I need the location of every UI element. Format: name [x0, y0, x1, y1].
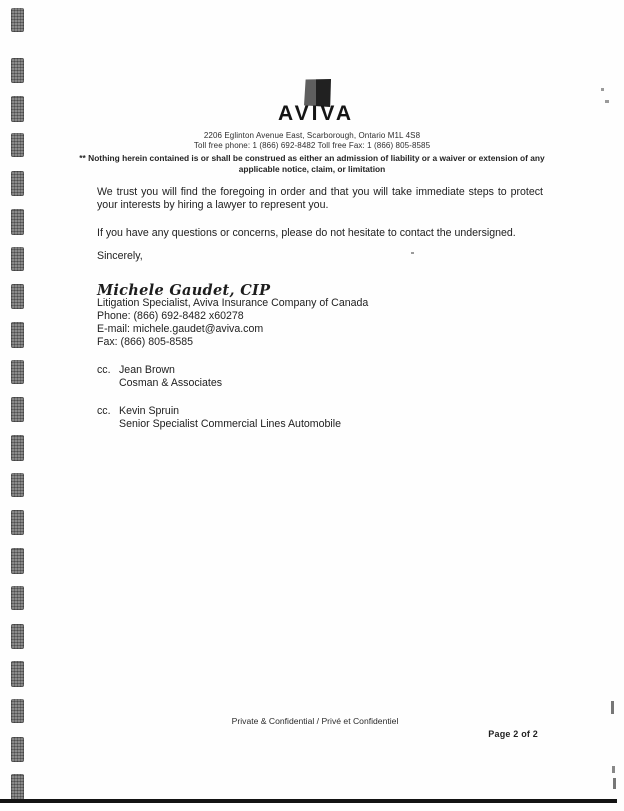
binding-mark: [11, 171, 24, 196]
scan-speck: [411, 252, 414, 254]
signer-title: Litigation Specialist, Aviva Insurance Company of Canada: [97, 297, 369, 309]
binding-mark: [11, 510, 24, 535]
paragraph-questions: If you have any questions or concerns, please do not hesitate to contact the undersigned.: [97, 227, 516, 239]
binding-mark: [11, 435, 24, 461]
scan-speck: [605, 100, 609, 103]
binding-mark: [11, 209, 24, 235]
binding-mark: [11, 284, 24, 309]
signer-email: E-mail: michele.gaudet@aviva.com: [97, 323, 264, 335]
cc-organization: Senior Specialist Commercial Lines Automobile: [119, 418, 341, 430]
cc-organization: Cosman & Associates: [119, 377, 223, 389]
letter-body: [97, 186, 543, 431]
footer-page-number: Page 2 of 2: [488, 729, 538, 739]
binding-mark: [11, 586, 24, 610]
binding-mark: [11, 473, 24, 497]
binding-mark: [11, 322, 24, 348]
cc-name: Kevin Spruin: [119, 405, 180, 417]
cc-block-kevin-spruin: [97, 405, 543, 431]
binding-mark: [11, 397, 24, 422]
binding-mark: [11, 58, 24, 83]
scan-speck: [601, 88, 604, 91]
binding-mark: [11, 661, 24, 687]
handwritten-signature: Michele Gaudet, CIP: [97, 282, 271, 299]
signer-fax: Fax: (866) 805-8585: [97, 336, 193, 348]
binding-mark: [11, 548, 24, 574]
binding-mark: [11, 8, 24, 32]
scan-edge-line: [0, 799, 617, 803]
binding-mark: [11, 360, 24, 384]
scan-speck: [612, 766, 615, 773]
signer-phone: Phone: (866) 692-8482 x60278: [97, 310, 244, 322]
binding-mark: [11, 624, 24, 649]
aviva-wordmark: AVIVA: [277, 102, 355, 125]
scan-speck: [613, 778, 616, 789]
footer-confidential-notice: Private & Confidential / Privé et Confidentiel: [231, 716, 399, 726]
binding-mark: [11, 247, 24, 271]
paragraph-foregoing: We trust you will find the foregoing in order and that you will take immediate steps to protect your interests by hiring a lawyer to represent you.: [97, 186, 543, 211]
letterhead-address: 2206 Eglinton Avenue East, Scarborough, Ontario M1L 4S8: [203, 131, 421, 140]
cc-label: cc.: [97, 364, 111, 376]
scan-speck: [611, 701, 614, 714]
binding-mark: [11, 737, 24, 762]
letterhead-disclaimer: ** Nothing herein contained is or shall be construed as either an admission of liability or a waiver or extension of any applicable notice, claim, or limitation: [79, 153, 545, 174]
closing-sincerely: Sincerely,: [97, 250, 143, 262]
cc-block-jean-brown: [97, 364, 543, 390]
binding-mark: [11, 774, 24, 800]
cc-name: Jean Brown: [119, 364, 175, 376]
cc-label: cc.: [97, 405, 111, 417]
letterhead-phone-fax: Toll free phone: 1 (866) 692-8482 Toll free Fax: 1 (866) 805-8585: [193, 141, 431, 150]
